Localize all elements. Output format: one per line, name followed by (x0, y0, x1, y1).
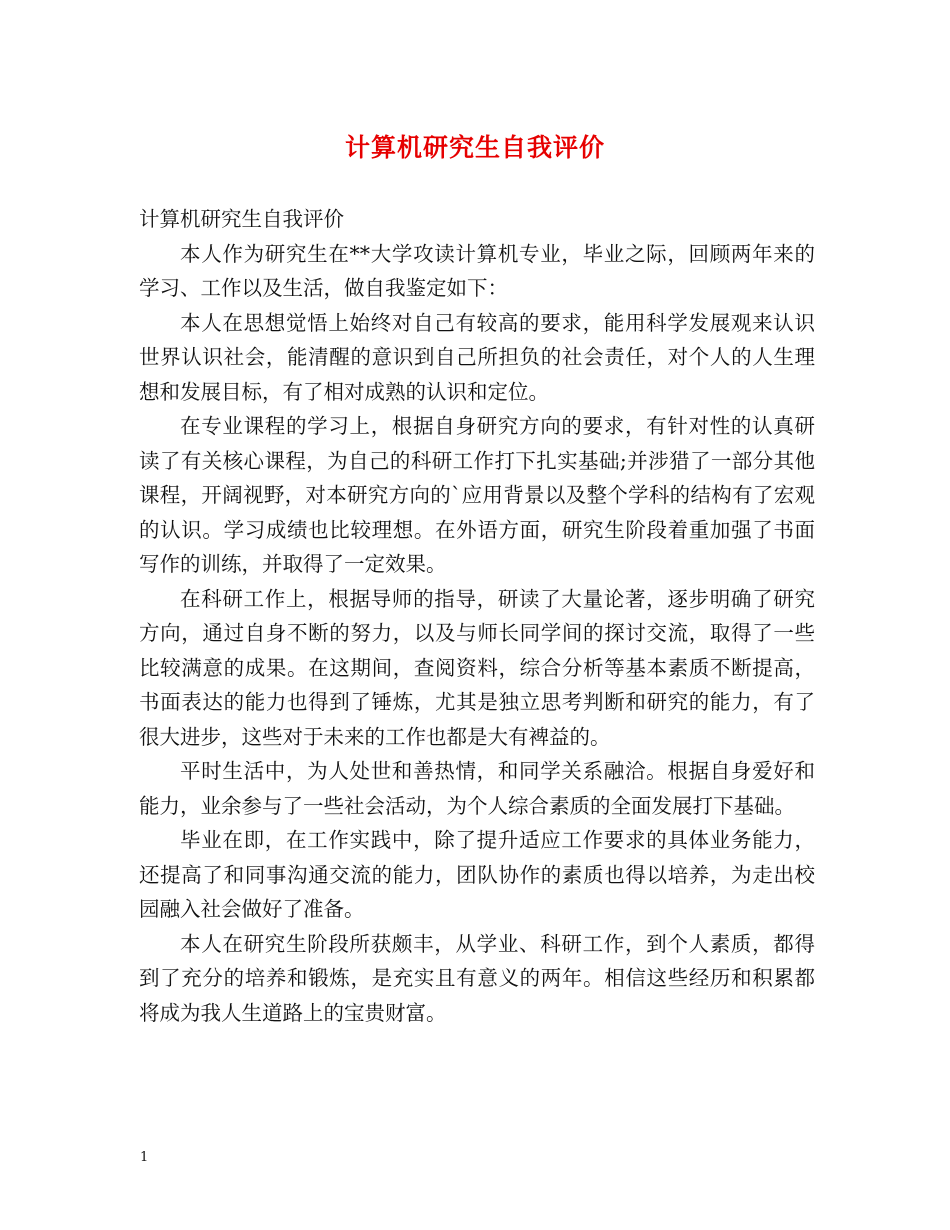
document-subtitle: 计算机研究生自我评价 (139, 207, 344, 231)
document-title: 计算机研究生自我评价 (344, 133, 605, 162)
paragraph-ideology: 本人在思想觉悟上始终对自己有较高的要求，能用科学发展观来认识世界认识社会，能清醒的意识到自己所担负的社会责任，对个人的人生理想和发展目标，有了相对成熟的认识和定位。 (139, 310, 815, 404)
paragraph-coursework: 在专业课程的学习上，根据自身研究方向的要求，有针对性的认真研读了有关核心课程，为自己的科研工作打下扎实基础;并涉猎了一部分其他课程，开阔视野，对本研究方向的`应用背景以及整个学科的结构有了宏观的认识。学习成绩也比较理想。在外语方面，研究生阶段着重加强了书面写作的训练，并取得了一定效果。 (139, 414, 815, 576)
paragraph-graduation: 毕业在即，在工作实践中，除了提升适应工作要求的具体业务能力，还提高了和同事沟通交流的能力，团队协作的素质也得以培养，为走出校园融入社会做好了准备。 (139, 828, 815, 921)
page-number: 1 (140, 1150, 149, 1165)
paragraph-daily-life: 平时生活中，为人处世和善热情，和同学关系融洽。根据自身爱好和能力，业余参与了一些社会活动，为个人综合素质的全面发展打下基础。 (139, 759, 815, 818)
paragraph-conclusion: 本人在研究生阶段所获颇丰，从学业、科研工作，到个人素质，都得到了充分的培养和锻炼，是充实且有意义的两年。相信这些经历和积累都将成为我人生道路上的宝贵财富。 (139, 931, 815, 1025)
paragraph-research: 在科研工作上，根据导师的指导，研读了大量论著，逐步明确了研究方向，通过自身不断的努力，以及与师长同学间的探讨交流，取得了一些比较满意的成果。在这期间，查阅资料，综合分析等基本素质不断提高，书面表达的能力也得到了锤炼，尤其是独立思考判断和研究的能力，有了很大进步，这些对于未来的工作也都是大有裨益的。 (139, 586, 815, 749)
paragraph-intro: 本人作为研究生在**大学攻读计算机专业，毕业之际，回顾两年来的学习、工作以及生活，做自我鉴定如下： (139, 241, 815, 300)
document-body (139, 202, 815, 1030)
